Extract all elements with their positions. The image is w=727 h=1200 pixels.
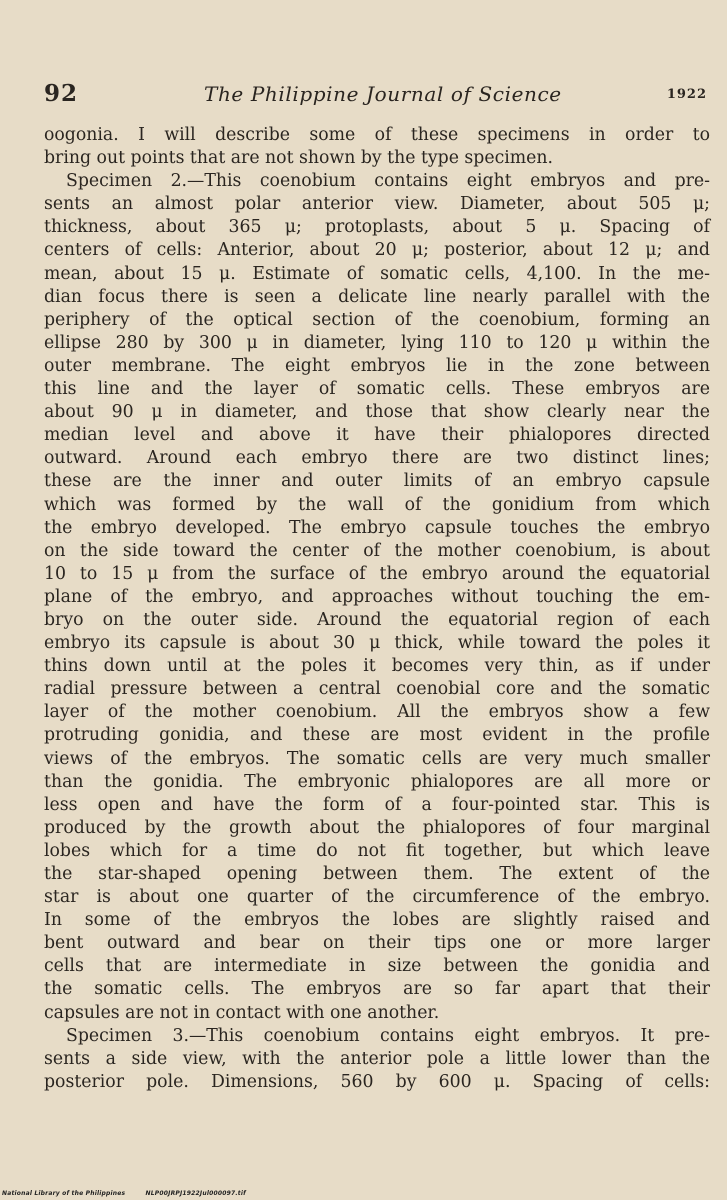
text-line: the star-shaped opening between them. The extent of the xyxy=(44,864,710,884)
text-line: about 90 μ in diameter, and those that show clearly near the xyxy=(44,402,710,423)
text-line: In some of the embryos the lobes are slightly raised and xyxy=(44,910,710,931)
text-line: the embryo developed. The embryo capsule touches the embryo xyxy=(44,517,710,538)
text-line: less open and have the form of a four-pointed star. This is xyxy=(44,794,710,815)
text-line: oogonia. I will describe some of these specimens in order to xyxy=(44,125,710,145)
text-line: thins down until at the poles it becomes very thin, as if under xyxy=(44,656,710,677)
scan-file-id: NLP00JRPJ1922Jul000097.tif xyxy=(145,1190,246,1197)
text-line: outward. Around each embryo there are two distinct lines; xyxy=(44,448,710,469)
text-line: the somatic cells. The embryos are so far apart that their xyxy=(44,979,710,1000)
text-line: which was formed by the wall of the gonidium from which xyxy=(44,494,710,515)
text-line: mean, about 15 μ. Estimate of somatic cells, 4,100. In the me- xyxy=(44,263,710,284)
header-year: 1922 xyxy=(666,87,707,102)
text-line: sents a side view, with the anterior pole a little lower than the xyxy=(44,1048,710,1069)
text-line: plane of the embryo, and approaches without touching the em- xyxy=(44,586,710,607)
scan-credit-footer xyxy=(2,1190,264,1197)
text-line: ellipse 280 by 300 μ in diameter, lying 110 to 120 μ within the xyxy=(44,332,710,353)
text-line: cells that are intermediate in size between the gonidia and xyxy=(44,956,710,977)
text-line: these are the inner and outer limits of an embryo capsule xyxy=(44,471,710,492)
text-line: posterior pole. Dimensions, 560 by 600 μ. Spacing of cells: xyxy=(44,1071,710,1092)
text-line: lobes which for a time do not fit together, but which leave xyxy=(44,840,710,861)
text-line: dian focus there is seen a delicate line nearly parallel with the xyxy=(44,286,710,307)
text-line: Specimen 2.—This coenobium contains eight embryos and pre- xyxy=(66,171,710,192)
page-header xyxy=(44,80,707,114)
text-line: layer of the mother coenobium. All the embryos show a few xyxy=(44,702,710,723)
text-line: thickness, about 365 μ; protoplasts, about 5 μ. Spacing of xyxy=(44,217,710,238)
text-line: capsules are not in contact with one another. xyxy=(44,1002,440,1023)
text-line: bent outward and bear on their tips one or more larger xyxy=(44,933,710,954)
text-line: on the side toward the center of the mother coenobium, is about xyxy=(44,540,710,561)
text-line: this line and the layer of somatic cells. These embryos are xyxy=(44,379,710,400)
text-line: centers of cells: Anterior, about 20 μ; posterior, about 12 μ; and xyxy=(44,240,710,261)
text-line: views of the embryos. The somatic cells are very much smaller xyxy=(44,748,710,769)
text-line: sents an almost polar anterior view. Diameter, about 505 μ; xyxy=(44,194,710,215)
text-line: bring out points that are not shown by the type specimen. xyxy=(44,148,554,169)
text-line: than the gonidia. The embryonic phialopores are all more or xyxy=(44,771,710,792)
text-line: outer membrane. The eight embryos lie in the zone between xyxy=(44,355,710,376)
library-credit: National Library of the Philippines xyxy=(2,1190,126,1197)
text-line: embryo its capsule is about 30 μ thick, while toward the poles it xyxy=(44,633,710,654)
body-text xyxy=(44,124,710,1094)
text-line: protruding gonidia, and these are most evident in the profile xyxy=(44,725,710,746)
text-line: 10 to 15 μ from the surface of the embryo around the equatorial xyxy=(44,563,710,584)
text-line: produced by the growth about the phialopores of four marginal xyxy=(44,817,710,838)
page-number: 92 xyxy=(44,80,79,107)
text-line: median level and above it have their phialopores directed xyxy=(44,425,710,446)
text-line: Specimen 3.—This coenobium contains eight embryos. It pre- xyxy=(66,1025,710,1046)
text-line: bryo on the outer side. Around the equatorial region of each xyxy=(44,609,710,630)
text-line: radial pressure between a central coenobial core and the somatic xyxy=(44,679,710,700)
running-head-journal-title: The Philippine Journal of Science xyxy=(204,82,562,106)
text-line: star is about one quarter of the circumference of the embryo. xyxy=(44,887,710,908)
text-line: periphery of the optical section of the coenobium, forming an xyxy=(44,309,710,330)
